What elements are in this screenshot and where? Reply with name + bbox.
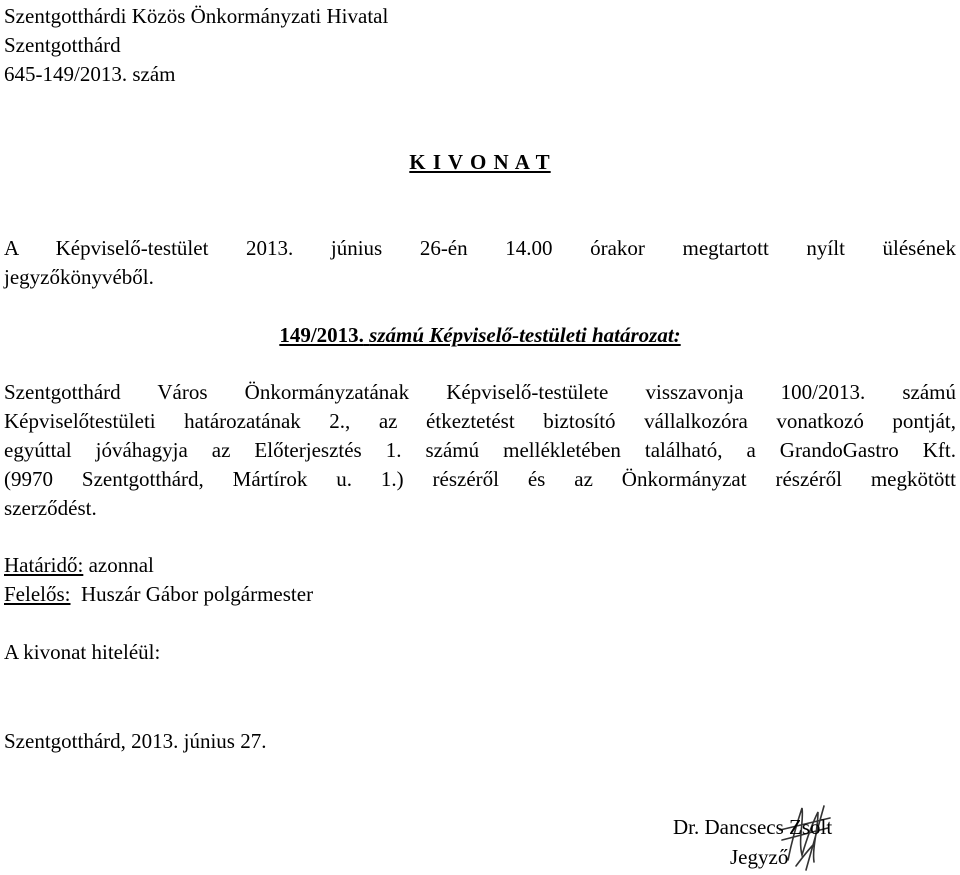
reference-number: 645-149/2013. szám <box>4 62 176 86</box>
responsible-value: Huszár Gábor polgármester <box>81 582 314 606</box>
responsible-label: Felelős: <box>4 582 71 606</box>
resolution-title: számú Képviselő-testületi határozat: <box>369 323 681 347</box>
deadline-value: azonnal <box>88 553 154 577</box>
body-line-2: Képviselőtestületi határozatának 2., az étkeztetést biztosító vállalkozóra vonatkozó pontját, <box>4 409 956 433</box>
responsible-line <box>4 582 313 606</box>
body-line-3: egyúttal jóváhagyja az Előterjesztés 1. számú mellékletében található, a GrandoGastro Kft. <box>4 438 956 462</box>
city-name: Szentgotthárd <box>4 33 121 57</box>
deadline-line <box>4 553 154 577</box>
deadline-label: Határidő: <box>4 553 84 577</box>
body-line-4: (9970 Szentgotthárd, Mártírok u. 1.) részéről és az Önkormányzat részéről megkötött <box>4 467 956 491</box>
resolution-number: 149/2013. <box>279 323 364 347</box>
place-date: Szentgotthárd, 2013. június 27. <box>4 729 267 753</box>
authentication-text: A kivonat hiteléül: <box>4 640 161 664</box>
intro-line-1: A Képviselő-testület 2013. június 26-én 14.00 órakor megtartott nyílt ülésének <box>4 236 956 260</box>
signatory-role: Jegyző <box>730 845 789 869</box>
document-title: K I V O N A T <box>409 150 551 174</box>
resolution-heading <box>0 323 960 348</box>
office-name: Szentgotthárdi Közös Önkormányzati Hivatal <box>4 4 389 28</box>
signatory-name: Dr. Dancsecs Zsolt <box>673 815 833 839</box>
intro-line-2: jegyzőkönyvéből. <box>4 265 154 289</box>
body-line-1: Szentgotthárd Város Önkormányzatának Képviselő-testülete visszavonja 100/2013. számú <box>4 380 956 404</box>
body-line-5: szerződést. <box>4 496 97 520</box>
